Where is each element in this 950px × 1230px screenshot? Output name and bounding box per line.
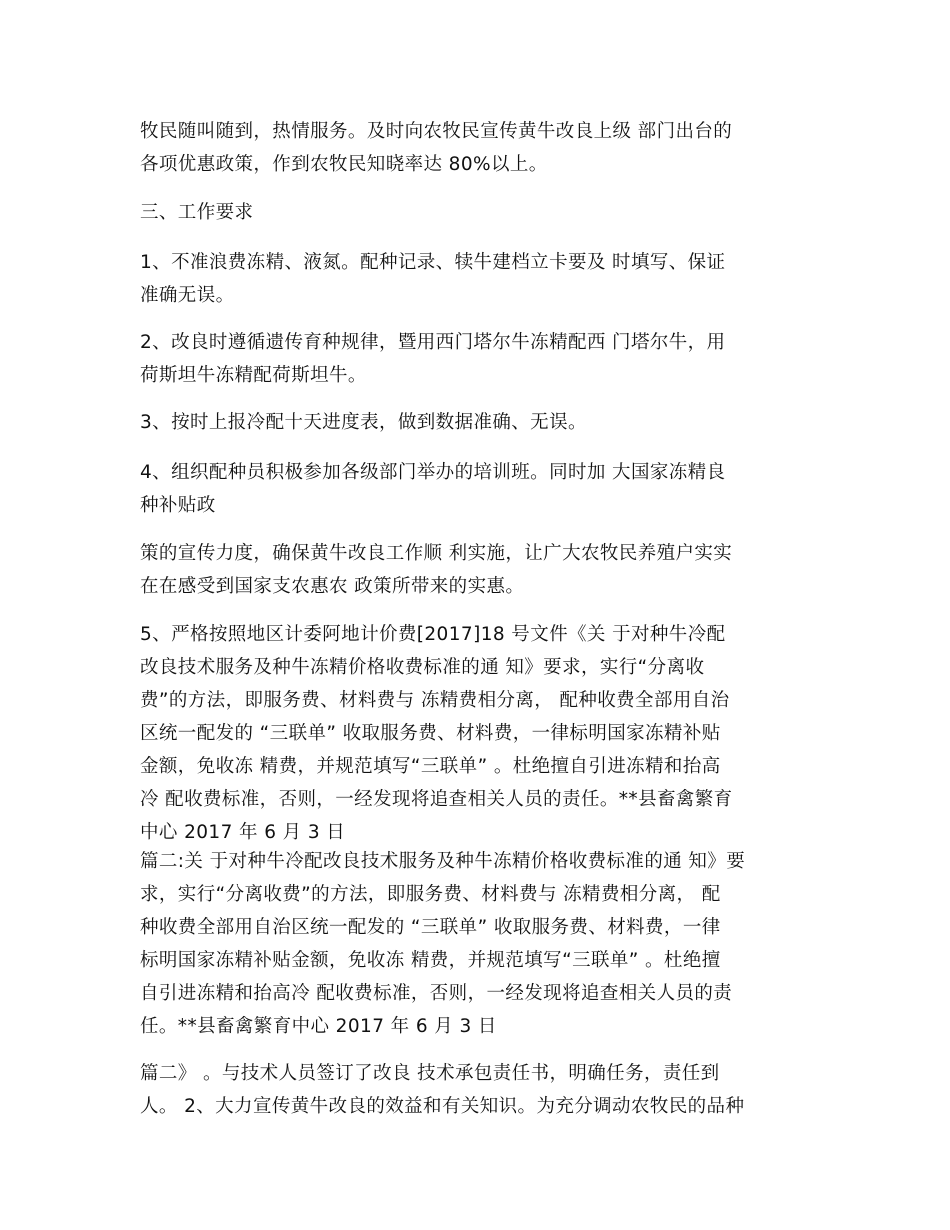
text-line: 牧民随叫随到，热情服务。及时向农牧民宣传黄牛改良上级 部门出台的 bbox=[140, 121, 733, 142]
text-line: 费”的方法，即服务费、材料费与 冻精费相分离， 配种收费全部用自治 bbox=[140, 690, 730, 711]
text-line: 冷 配收费标准，否则，一经发现将追查相关人员的责任。**县畜禽繁育 bbox=[140, 789, 733, 810]
text-line: 自引进冻精和抬高冷 配收费标准，否则，一经发现将追查相关人员的责 bbox=[140, 983, 733, 1004]
article-two-part-b bbox=[140, 1057, 820, 1123]
text-line: 准确无误。 bbox=[140, 285, 235, 306]
text-line: 中心 2017 年 6 月 3 日 bbox=[140, 822, 346, 843]
text-line: 任。**县畜禽繁育中心 2017 年 6 月 3 日 bbox=[140, 1016, 497, 1037]
text-line: 2、改良时遵循遗传育种规律，暨用西门塔尔牛冻精配西 门塔尔牛，用 bbox=[140, 332, 726, 353]
text-line: 篇二:关 于对种牛冷配改良技术服务及种牛冻精价格收费标准的通 知》要 bbox=[140, 851, 746, 872]
text-line: 种补贴政 bbox=[140, 495, 216, 516]
text-line: 策的宣传力度，确保黄牛改良工作顺 利实施，让广大农牧民养殖户实实 bbox=[140, 543, 733, 564]
requirement-1 bbox=[140, 246, 820, 312]
requirement-4-continued bbox=[140, 537, 820, 603]
text-line: 种收费全部用自治区统一配发的 “三联单” 收取服务费、材料费，一律 bbox=[140, 917, 721, 938]
text-line: 各项优惠政策，作到农牧民知晓率达 80%以上。 bbox=[140, 154, 548, 175]
text-line: 改良技术服务及种牛冻精价格收费标准的通 知》要求，实行“分离收 bbox=[140, 657, 705, 678]
article-two bbox=[140, 845, 820, 1043]
requirement-4 bbox=[140, 456, 820, 522]
heading-line: 三、工作要求 bbox=[140, 202, 254, 223]
text-line: 1、不准浪费冻精、液氮。配种记录、犊牛建档立卡要及 时填写、保证 bbox=[140, 252, 726, 273]
text-line: 金额，免收冻 精费，并规范填写“三联单” 。杜绝擅自引进冻精和抬高 bbox=[140, 756, 721, 777]
requirement-2 bbox=[140, 326, 820, 392]
paragraph-intro bbox=[140, 115, 820, 181]
text-line: 标明国家冻精补贴金额，免收冻 精费，并规范填写“三联单” 。杜绝擅 bbox=[140, 950, 721, 971]
text-line: 区统一配发的 “三联单” 收取服务费、材料费，一律标明国家冻精补贴 bbox=[140, 723, 721, 744]
requirement-3 bbox=[140, 406, 820, 439]
text-line: 荷斯坦牛冻精配荷斯坦牛。 bbox=[140, 365, 367, 386]
text-line: 4、组织配种员积极参加各级部门举办的培训班。同时加 大国家冻精良 bbox=[140, 462, 726, 483]
text-line: 篇二》 。与技术人员签订了改良 技术承包责任书，明确任务，责任到 bbox=[140, 1063, 720, 1084]
text-line: 5、严格按照地区计委阿地计价费[2017]18 号文件《关 于对种牛冷配 bbox=[140, 624, 726, 645]
text-line: 3、按时上报冷配十天进度表，做到数据准确、无误。 bbox=[140, 412, 587, 433]
text-line: 在在感受到国家支农惠农 政策所带来的实惠。 bbox=[140, 576, 525, 597]
requirement-5 bbox=[140, 618, 820, 849]
text-line: 求，实行“分离收费”的方法，即服务费、材料费与 冻精费相分离， 配 bbox=[140, 884, 721, 905]
section-heading bbox=[140, 196, 820, 229]
text-line: 人。 2、大力宣传黄牛改良的效益和有关知识。为充分调动农牧民的品种 bbox=[140, 1096, 745, 1117]
